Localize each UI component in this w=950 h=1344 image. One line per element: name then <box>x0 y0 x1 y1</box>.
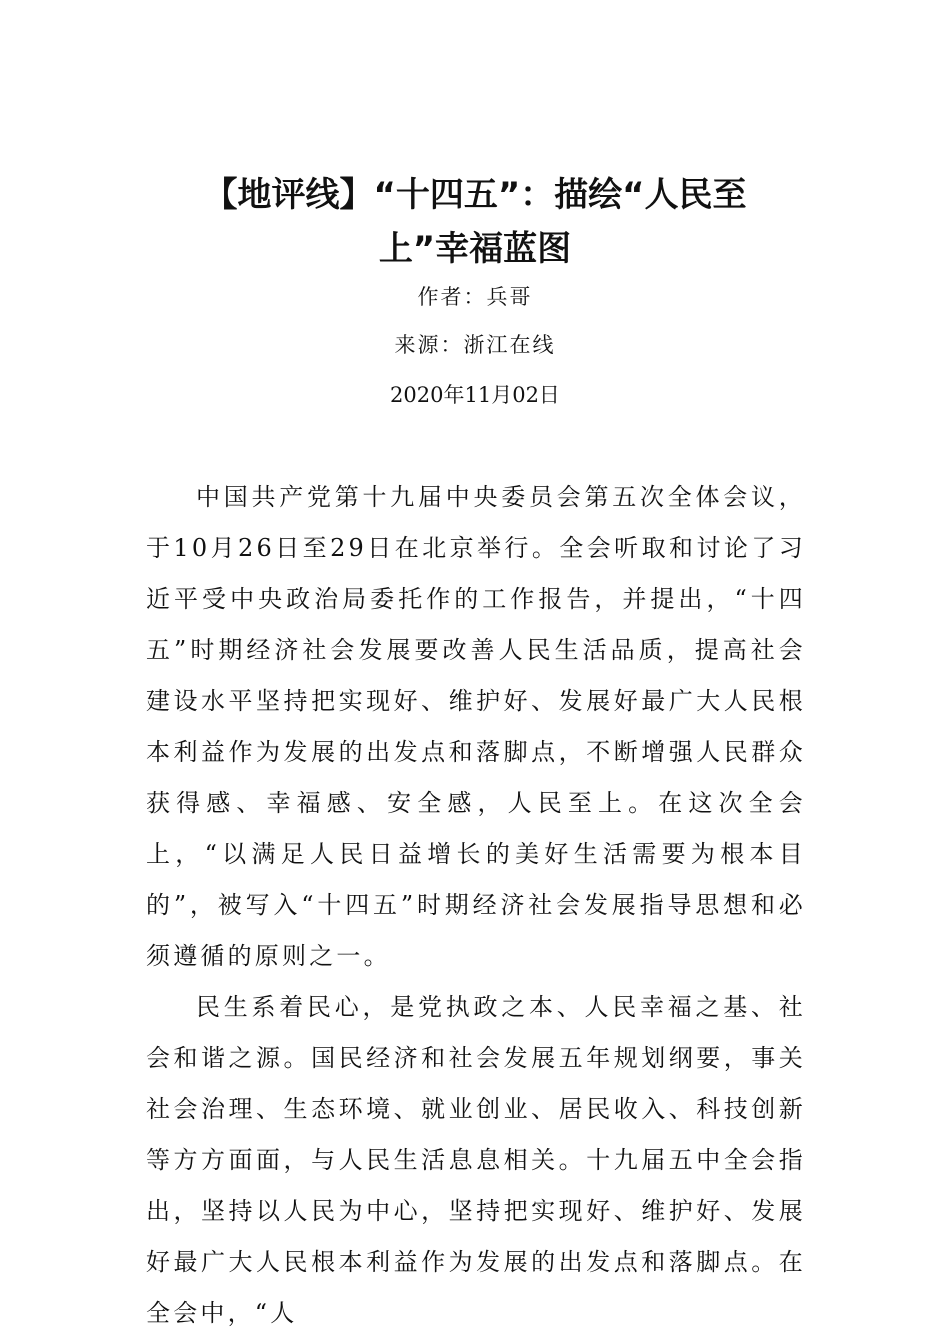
article-body <box>146 472 806 1339</box>
paragraph: 中国共产党第十九届中央委员会第五次全体会议，于10月26日至29日在北京举行。全会听取和讨论了习近平受中央政治局委托作的工作报告，并提出，“十四五”时期经济社会发展要改善人民生活品质，提高社会建设水平坚持把实现好、维护好、发展好最广大人民根本利益作为发展的出发点和落脚点，不断增强人民群众获得感、幸福感、安全感，人民至上。在这次全会上，“以满足人民日益增长的美好生活需要为根本目的”，被写入“十四五”时期经济社会发展指导思想和必须遵循的原则之一。 <box>146 483 806 970</box>
title-line-1: 【地评线】“十四五”：描绘“人民至 <box>203 175 747 215</box>
date-line: 2020年11月02日 <box>390 383 560 407</box>
title-line-2: 上”幸福蓝图 <box>378 229 572 269</box>
author-line: 作者：兵哥 <box>417 285 533 309</box>
article-title <box>150 168 800 276</box>
paragraph: 民生系着民心，是党执政之本、人民幸福之基、社会和谐之源。国民经济和社会发展五年规划纲要，事关社会治理、生态环境、就业创业、居民收入、科技创新等方方面面，与人民生活息息相关。十九届五中全会指出，坚持以人民为中心，坚持把实现好、维护好、发展好最广大人民根本利益作为发展的出发点和落脚点。在全会中，“人 <box>146 993 806 1327</box>
source-line: 来源：浙江在线 <box>394 333 556 357</box>
